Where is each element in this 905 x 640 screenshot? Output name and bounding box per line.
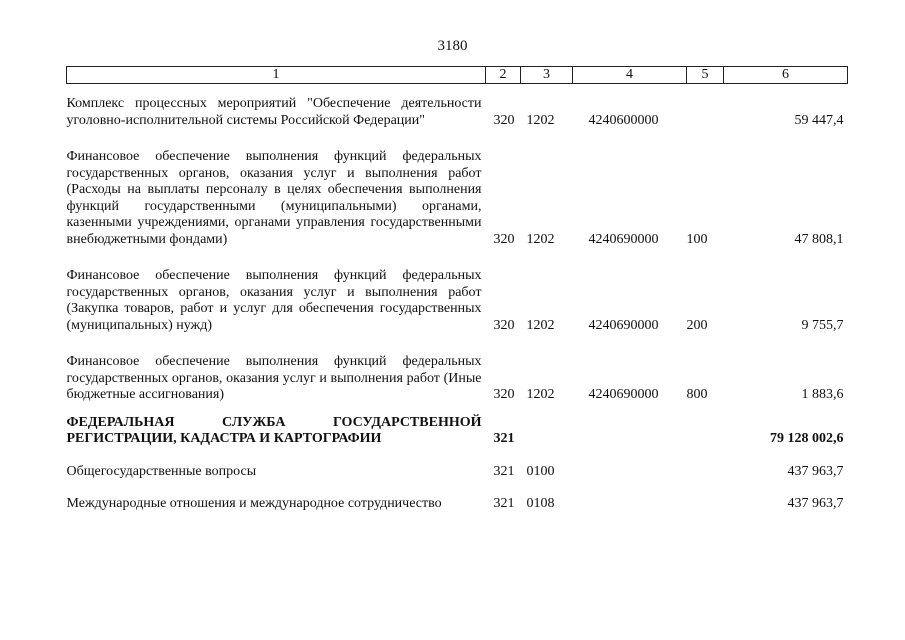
row-code-4: 4240690000 [588, 231, 659, 247]
row-amount: 437 963,7 [787, 496, 844, 511]
table-row [67, 480, 848, 513]
budget-table [66, 66, 848, 513]
row-code-5 [687, 84, 724, 130]
row-code-3: 1202 [526, 231, 555, 247]
row-name: Комплекс процессных мероприятий "Обеспечение деятельности уголовно-исполнительной системы Российской Федерации" [66, 96, 482, 128]
row-code-5: 100 [686, 231, 708, 247]
row-code-2: 320 [493, 387, 515, 402]
row-code-5 [687, 404, 724, 448]
row-amount: 59 447,4 [794, 112, 844, 128]
row-amount: 47 808,1 [794, 231, 844, 247]
header-col-2: 2 [486, 67, 521, 84]
table-row [67, 448, 848, 481]
row-code-4: 4240600000 [588, 112, 659, 128]
table-row [67, 84, 848, 130]
row-code-3: 0100 [526, 463, 555, 479]
row-code-3: 1202 [526, 112, 555, 128]
row-name: Финансовое обеспечение выполнения функций федеральных государственных органов, оказания услуг и выполнения работ (Иные бюджетные ассигнования) [66, 354, 482, 402]
row-code-2: 320 [493, 231, 515, 247]
header-col-4: 4 [573, 67, 687, 84]
header-row [67, 67, 848, 84]
row-code-2: 321 [493, 463, 515, 479]
row-code-2: 320 [493, 112, 515, 128]
row-code-5 [687, 448, 724, 481]
row-code-4 [573, 480, 687, 513]
row-code-4 [573, 404, 687, 448]
row-code-2: 321 [493, 431, 515, 446]
page-number: 3180 [437, 38, 468, 54]
row-code-4: 4240690000 [588, 387, 659, 402]
table-row [67, 404, 848, 448]
row-code-3 [521, 404, 573, 448]
header-col-1: 1 [67, 67, 486, 84]
row-code-5: 800 [686, 387, 708, 402]
table-body [67, 84, 848, 513]
table-row [67, 334, 848, 404]
header-col-6: 6 [724, 67, 848, 84]
row-name: Международные отношения и международное сотрудничество [66, 496, 442, 511]
row-amount: 437 963,7 [787, 463, 844, 479]
table-row [67, 129, 848, 248]
row-name: Финансовое обеспечение выполнения функций федеральных государственных органов, оказания услуг и выполнения работ (Закупка товаров, работ и услуг для обеспечения государственных (муниципальных) нужд) [66, 268, 482, 333]
row-code-2: 320 [493, 317, 515, 333]
row-name: Финансовое обеспечение выполнения функций федеральных государственных органов, оказания услуг и выполнения работ (Расходы на выплаты персоналу в целях обеспечения выполнения функций государственными (муниципальными) органами, казенными учреждениями, органами управления государственными внебюджетными фондами) [66, 149, 482, 247]
row-code-4: 4240690000 [588, 317, 659, 333]
row-code-4 [573, 448, 687, 481]
row-amount: 79 128 002,6 [770, 431, 844, 446]
row-code-3: 1202 [526, 317, 555, 333]
row-name: ФЕДЕРАЛЬНАЯ СЛУЖБА ГОСУДАРСТВЕННОЙ РЕГИСТРАЦИИ, КАДАСТРА И КАРТОГРАФИИ [66, 414, 482, 446]
row-code-5 [687, 480, 724, 513]
row-name: Общегосударственные вопросы [66, 463, 257, 479]
row-amount: 1 883,6 [801, 387, 844, 402]
row-code-2: 321 [493, 496, 515, 511]
row-code-5: 200 [686, 317, 708, 333]
table-row [67, 248, 848, 334]
row-code-3: 1202 [526, 387, 555, 402]
header-col-5: 5 [687, 67, 724, 84]
row-code-3: 0108 [526, 496, 555, 511]
header-col-3: 3 [521, 67, 573, 84]
row-amount: 9 755,7 [801, 317, 844, 333]
